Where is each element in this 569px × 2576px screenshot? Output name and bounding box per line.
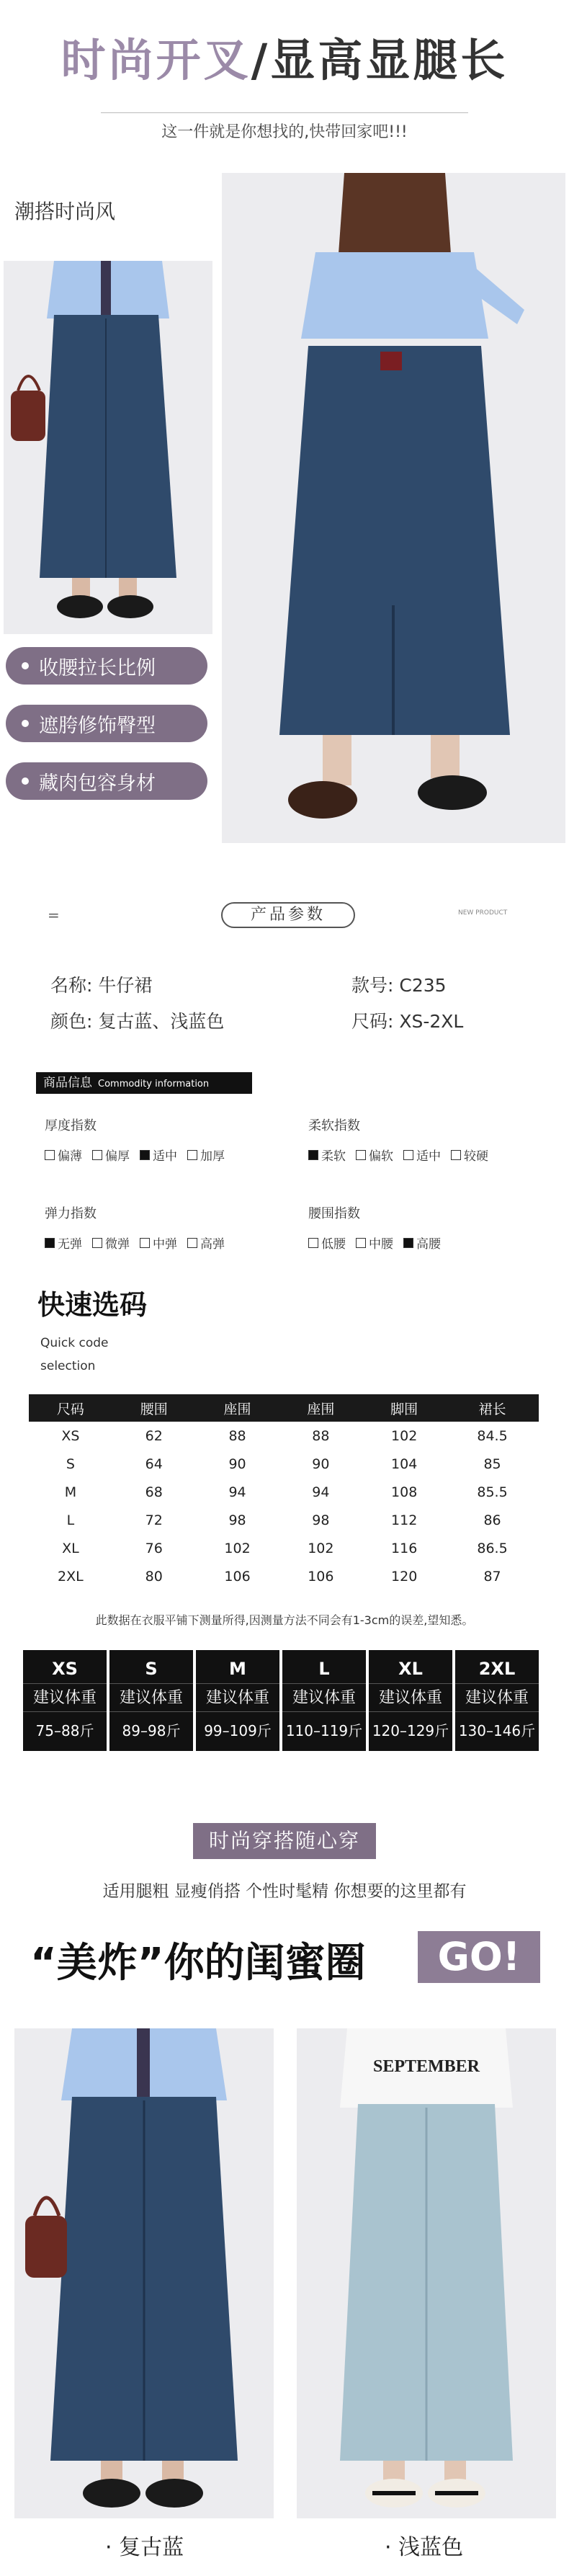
option: 适中 xyxy=(403,1146,441,1164)
section-title-params: 产品参数 xyxy=(221,902,355,928)
weight-card-label: 建议体重 xyxy=(455,1683,539,1712)
weight-card-label: 建议体重 xyxy=(23,1683,107,1712)
col-header: 裙长 xyxy=(446,1394,539,1422)
cell: 108 xyxy=(391,1484,418,1500)
weight-card-range: 110–119斤 xyxy=(285,1722,363,1739)
checkbox-checked-icon xyxy=(45,1238,55,1248)
attr-softness-title: 柔软指数 xyxy=(308,1118,360,1133)
cell: 120 xyxy=(391,1568,418,1585)
cell: 2XL xyxy=(58,1568,84,1585)
cell: 94 xyxy=(228,1484,246,1500)
cell: 62 xyxy=(145,1427,163,1444)
option: 低腰 xyxy=(308,1234,346,1252)
cell: 98 xyxy=(312,1512,330,1528)
feature-label: 藏肉包容身材 xyxy=(39,772,156,795)
col-header: 腰围 xyxy=(112,1394,196,1422)
feature-pill-1 xyxy=(6,647,207,685)
hero-title xyxy=(0,24,569,89)
mix-subtitle: 适用腿粗 显瘦俏搭 个性时髦精 你想要的这里都有 xyxy=(102,1882,467,1901)
cell: 85 xyxy=(483,1456,501,1472)
mix-title: 时尚穿搭随心穿 xyxy=(193,1823,376,1859)
table-row xyxy=(29,1478,539,1506)
weight-card-size: M xyxy=(229,1659,246,1679)
weight-card-range: 120–129斤 xyxy=(372,1722,449,1739)
option: 较硬 xyxy=(451,1146,488,1164)
size-table xyxy=(29,1394,539,1590)
feature-label: 收腰拉长比例 xyxy=(39,656,156,679)
cell: 90 xyxy=(312,1456,330,1472)
option: 高弹 xyxy=(187,1234,225,1252)
go-badge: GO! xyxy=(418,1931,540,1983)
option: 中腰 xyxy=(356,1234,393,1252)
checkbox-checked-icon xyxy=(308,1150,318,1160)
bullet-icon xyxy=(22,662,29,669)
weight-card-size: S xyxy=(145,1659,158,1679)
col-header: 座围 xyxy=(279,1394,362,1422)
weight-card-range: 130–146斤 xyxy=(458,1722,536,1739)
new-product-tag: NEW PRODUCT xyxy=(458,909,508,917)
weight-card-xl xyxy=(369,1650,452,1751)
cell: 88 xyxy=(228,1427,246,1444)
checkbox-icon xyxy=(187,1238,197,1248)
checkbox-icon xyxy=(92,1238,102,1248)
cell: S xyxy=(66,1456,75,1472)
weight-card-2xl xyxy=(455,1650,539,1751)
color-caption-light-blue: · 浅蓝色 xyxy=(385,2535,464,2560)
product-style-no: 款号: C235 xyxy=(351,975,447,996)
option: 偏软 xyxy=(356,1146,393,1164)
checkbox-icon xyxy=(308,1238,318,1248)
option: 加厚 xyxy=(187,1146,225,1164)
weight-card-label: 建议体重 xyxy=(369,1683,452,1712)
col-header: 脚围 xyxy=(362,1394,446,1422)
model-photo-vintage-blue xyxy=(14,2028,274,2518)
model-photo-back xyxy=(222,173,565,843)
cell: 102 xyxy=(391,1427,418,1444)
table-row xyxy=(29,1506,539,1534)
hero-title-b: 显高显腿长 xyxy=(270,34,508,86)
cell: 106 xyxy=(224,1568,251,1585)
option: 中弹 xyxy=(140,1234,177,1252)
quick-size-title-en: Quick code selection xyxy=(40,1336,109,1373)
weight-card-label: 建议体重 xyxy=(196,1683,279,1712)
tee-print: SEPTEMBER xyxy=(372,2057,480,2076)
weight-card-range: 99–109斤 xyxy=(204,1722,272,1739)
quick-size-title: 快速选码 xyxy=(37,1289,148,1321)
hero-title-a: 时尚开叉 xyxy=(61,34,251,86)
table-row xyxy=(29,1422,539,1450)
weight-card-size: 2XL xyxy=(478,1659,516,1679)
bullet-icon xyxy=(22,777,29,785)
checkbox-checked-icon xyxy=(403,1238,413,1248)
option: 柔软 xyxy=(308,1146,346,1164)
hero-subtitle: 这一件就是你想找的,快带回家吧!!! xyxy=(161,123,408,141)
info-header-en: Commodity information xyxy=(98,1079,210,1089)
cell: 87 xyxy=(483,1568,501,1585)
cell: 102 xyxy=(308,1540,334,1556)
cell: 80 xyxy=(145,1568,163,1585)
bff-headline: “美炸”你的闺蜜圈 xyxy=(30,1940,366,1987)
checkbox-icon xyxy=(140,1238,150,1248)
cell: XL xyxy=(62,1540,79,1556)
cell: 68 xyxy=(145,1484,163,1500)
cell: 86.5 xyxy=(477,1540,508,1556)
option: 高腰 xyxy=(403,1234,441,1252)
product-color: 颜色: 复古蓝、浅蓝色 xyxy=(50,1011,225,1032)
weight-card-label: 建议体重 xyxy=(109,1683,193,1712)
attr-thickness-title: 厚度指数 xyxy=(45,1118,97,1133)
attr-stretch-options xyxy=(45,1234,225,1252)
style-label: 潮搭时尚风 xyxy=(14,200,116,223)
divider xyxy=(101,112,468,113)
model-photo-light-blue xyxy=(297,2028,556,2518)
cell: 102 xyxy=(224,1540,251,1556)
cell: 112 xyxy=(391,1512,418,1528)
cell: XS xyxy=(61,1427,80,1444)
cell: 72 xyxy=(145,1512,163,1528)
cell: 116 xyxy=(391,1540,418,1556)
checkbox-icon xyxy=(356,1238,366,1248)
cell: 86 xyxy=(483,1512,501,1528)
option: 偏薄 xyxy=(45,1146,82,1164)
bullet-icon xyxy=(22,720,29,727)
weight-card-size: L xyxy=(318,1659,330,1679)
weight-card-size: XS xyxy=(52,1659,78,1679)
info-header-label: 商品信息 xyxy=(43,1076,92,1090)
feature-label: 遮胯修饰臀型 xyxy=(39,714,156,737)
feature-pill-2 xyxy=(6,705,207,742)
hero-title-sep: / xyxy=(251,34,271,86)
checkbox-icon xyxy=(187,1150,197,1160)
checkbox-icon xyxy=(451,1150,461,1160)
cell: M xyxy=(64,1484,77,1500)
col-header: 尺码 xyxy=(29,1394,112,1422)
cell: 88 xyxy=(312,1427,330,1444)
attr-stretch-title: 弹力指数 xyxy=(45,1206,97,1221)
cell: 64 xyxy=(145,1456,163,1472)
product-size-range: 尺码: XS-2XL xyxy=(351,1011,464,1032)
measurement-note: 此数据在衣服平铺下测量所得,因测量方法不同会有1-3cm的误差,望知悉。 xyxy=(95,1613,474,1627)
option: 微弹 xyxy=(92,1234,130,1252)
checkbox-icon xyxy=(45,1150,55,1160)
checkbox-icon xyxy=(356,1150,366,1160)
weight-card-size: XL xyxy=(398,1659,423,1679)
option: 偏厚 xyxy=(92,1146,130,1164)
size-table-header xyxy=(29,1394,539,1422)
attr-thickness-options xyxy=(45,1146,225,1164)
feature-pill-3 xyxy=(6,762,207,800)
eq-mark: = xyxy=(48,906,60,924)
info-header xyxy=(36,1072,252,1094)
cell: 104 xyxy=(391,1456,418,1472)
cell: 106 xyxy=(308,1568,334,1585)
weight-card-label: 建议体重 xyxy=(282,1683,366,1712)
weight-card-l xyxy=(282,1650,366,1751)
cell: 76 xyxy=(145,1540,163,1556)
checkbox-checked-icon xyxy=(140,1150,150,1160)
cell: 98 xyxy=(228,1512,246,1528)
cell: 90 xyxy=(228,1456,246,1472)
attr-waist-options xyxy=(308,1234,441,1252)
cell: 94 xyxy=(312,1484,330,1500)
table-row xyxy=(29,1534,539,1562)
table-row xyxy=(29,1562,539,1590)
weight-card-xs xyxy=(23,1650,107,1751)
model-photo-dark xyxy=(4,261,212,634)
attr-waist-title: 腰围指数 xyxy=(308,1206,360,1221)
cell: 85.5 xyxy=(477,1484,508,1500)
weight-card-range: 75–88斤 xyxy=(35,1722,94,1739)
option: 无弹 xyxy=(45,1234,82,1252)
cell: 84.5 xyxy=(477,1427,508,1444)
checkbox-icon xyxy=(403,1150,413,1160)
cell: L xyxy=(66,1512,75,1528)
weight-card-s xyxy=(109,1650,193,1751)
option: 适中 xyxy=(140,1146,177,1164)
col-header: 座围 xyxy=(196,1394,279,1422)
color-caption-vintage-blue: · 复古蓝 xyxy=(105,2535,184,2560)
attr-softness-options xyxy=(308,1146,488,1164)
product-name: 名称: 牛仔裙 xyxy=(50,975,153,996)
checkbox-icon xyxy=(92,1150,102,1160)
weight-card-m xyxy=(196,1650,279,1751)
weight-card-range: 89–98斤 xyxy=(122,1722,181,1739)
table-row xyxy=(29,1450,539,1478)
